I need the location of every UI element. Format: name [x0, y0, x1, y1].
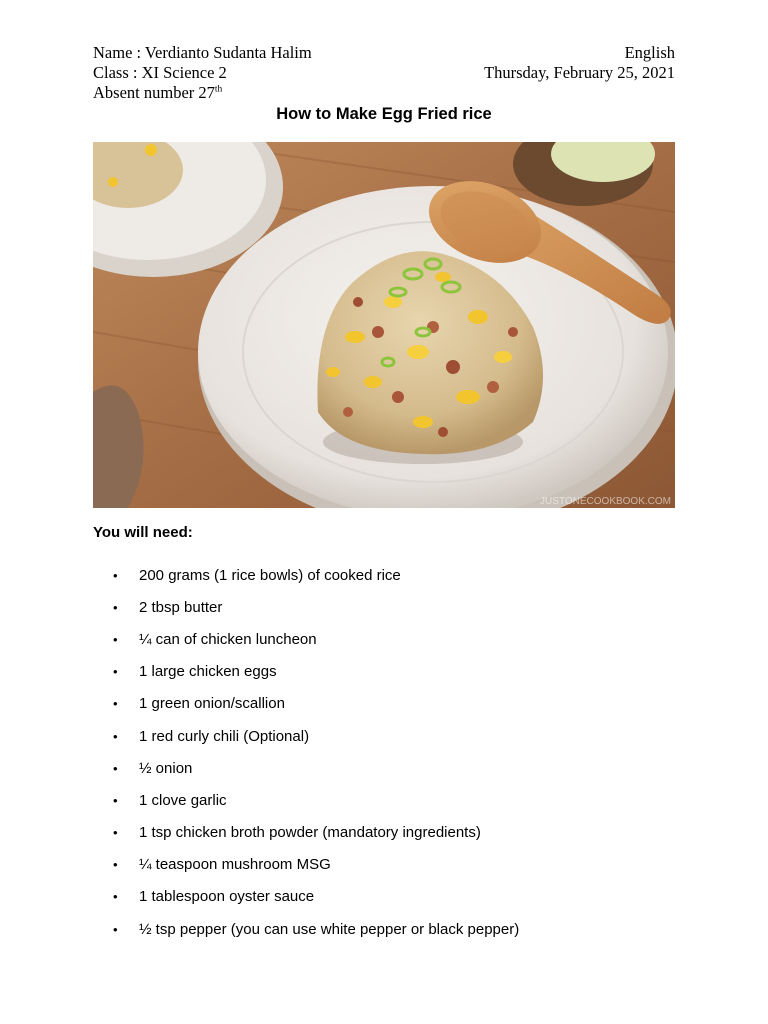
bullet-icon: • — [113, 825, 118, 841]
back-egg-bit — [145, 144, 157, 156]
ingredient-text: ¼ teaspoon mushroom MSG — [139, 856, 331, 874]
bullet-icon: • — [113, 889, 118, 905]
ingredient-text: ½ tsp pepper (you can use white pepper or black pepper) — [139, 920, 520, 938]
ingredient-text: 200 grams (1 rice bowls) of cooked rice — [139, 566, 401, 584]
ingredient-text: 1 clove garlic — [139, 791, 227, 809]
bullet-icon: • — [113, 760, 118, 776]
ingredient-list — [113, 559, 519, 945]
bullet-icon: • — [113, 599, 118, 615]
subject: English — [624, 43, 675, 62]
bullet-icon: • — [113, 921, 118, 937]
ingredient-item — [113, 913, 519, 945]
ingredient-item — [113, 849, 519, 881]
ingredient-item — [113, 784, 519, 816]
ingredient-text: ¼ can of chicken luncheon — [139, 630, 317, 648]
ingredient-text: 2 tbsp butter — [139, 598, 223, 616]
absent-number-suffix: th — [214, 84, 223, 95]
ingredient-item — [113, 623, 519, 655]
back-egg-bit — [108, 177, 118, 187]
fried-rice-photo — [93, 142, 675, 508]
bullet-icon: • — [113, 567, 118, 583]
date: Thursday, February 25, 2021 — [484, 63, 675, 82]
document-header — [93, 43, 675, 103]
student-name: Name : Verdianto Sudanta Halim — [93, 43, 312, 62]
bullet-icon: • — [113, 728, 118, 744]
ingredient-item — [113, 688, 519, 720]
ingredient-item — [113, 559, 519, 591]
absent-number — [93, 83, 222, 103]
bullet-icon: • — [113, 696, 118, 712]
class-name: Class : XI Science 2 — [93, 63, 227, 82]
ingredient-item — [113, 656, 519, 688]
bullet-icon: • — [113, 664, 118, 680]
ingredient-item — [113, 881, 519, 913]
document-title: How to Make Egg Fried rice — [276, 105, 492, 123]
ingredient-text: 1 tablespoon oyster sauce — [139, 888, 315, 906]
ingredient-item — [113, 591, 519, 623]
bullet-icon: • — [113, 792, 118, 808]
ingredient-item — [113, 752, 519, 784]
section-heading: You will need: — [93, 524, 193, 541]
header-row-2 — [93, 63, 675, 83]
ingredient-text: 1 green onion/scallion — [139, 695, 285, 713]
photo-watermark: JUSTONECOOKBOOK.COM — [540, 496, 671, 507]
ingredient-text: 1 large chicken eggs — [139, 663, 277, 681]
absent-number-text: Absent number 27 — [93, 83, 215, 102]
bullet-icon: • — [113, 631, 118, 647]
ingredient-text: 1 tsp chicken broth powder (mandatory ingredients) — [139, 824, 481, 842]
ingredient-item — [113, 720, 519, 752]
bullet-icon: • — [113, 857, 118, 873]
header-row-1 — [93, 43, 675, 63]
fried-rice-illustration — [93, 142, 675, 508]
header-row-3 — [93, 83, 675, 103]
ingredient-text: ½ onion — [139, 759, 193, 777]
ingredient-item — [113, 817, 519, 849]
ingredient-text: 1 red curly chili (Optional) — [139, 727, 310, 745]
